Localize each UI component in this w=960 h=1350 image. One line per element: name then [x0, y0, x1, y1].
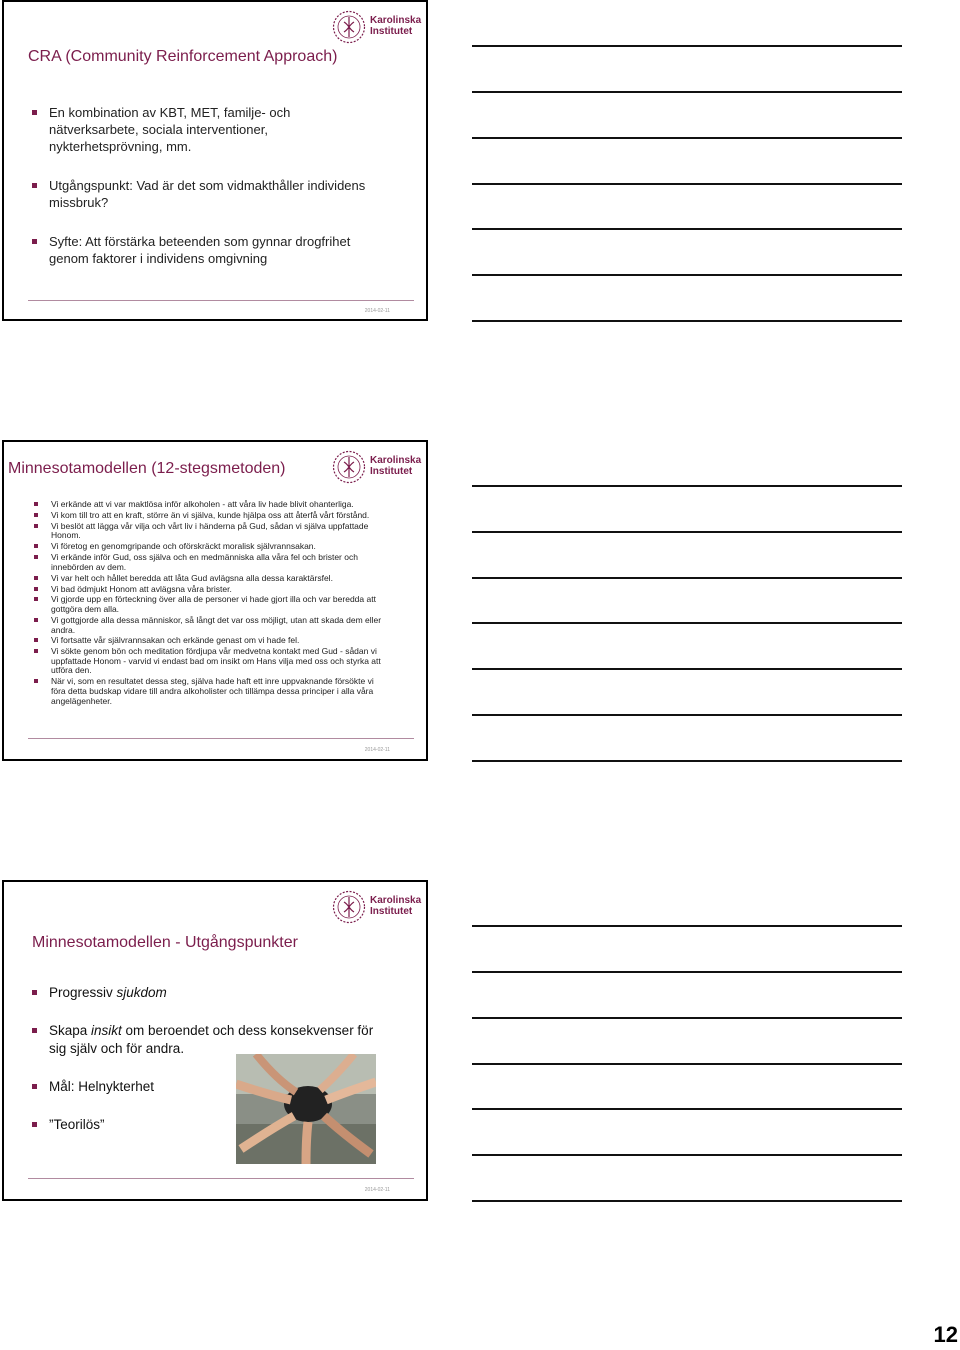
list-item: Vi var helt och hållet beredda att låta Gud avlägsna alla dessa karaktärsfel. — [30, 574, 390, 584]
karolinska-logo — [332, 10, 422, 44]
item-text: Mål: Helnykterhet — [49, 1079, 155, 1094]
slide-title: Minnesotamodellen - Utgångspunkter — [32, 934, 298, 951]
slide-cra — [2, 0, 428, 321]
list-item: Vi företog en genomgripande och oförskräckt moralisk självrannsakan. — [30, 542, 390, 552]
logo-text — [370, 455, 421, 477]
page-number: 12 — [933, 1322, 958, 1347]
footer-divider — [28, 300, 414, 301]
logo-line1: Karolinska — [370, 455, 422, 466]
bullet-list — [30, 500, 390, 707]
karolinska-seal-icon — [332, 450, 366, 484]
note-line — [472, 760, 902, 762]
item-text: Skapa — [49, 1023, 92, 1038]
list-item: Vi erkände inför Gud, oss själva och en medmänniska alla våra fel och brister och innebörden av dem. — [30, 553, 390, 572]
list-item: När vi, som en resultatet dessa steg, själva hade haft ett inre uppvaknande försökte vi föra detta budskap vidare till andra alkoholister och tillämpa dessa principer i alla våra angelägenheter. — [30, 677, 390, 706]
note-line — [472, 1108, 902, 1110]
footer-divider — [28, 1178, 414, 1179]
list-item: Syfte: Att förstärka beteenden som gynnar drogfrihet genom faktorer i individens omgivning — [28, 233, 378, 267]
list-item: Vi kom till tro att en kraft, större än vi själva, kunde hjälpa oss att återfå vårt förstånd. — [30, 511, 390, 521]
note-line — [472, 320, 902, 322]
item-emphasis: insikt — [91, 1023, 122, 1038]
note-line — [472, 971, 902, 973]
list-item: Vi gottgjorde alla dessa människor, så långt det var oss möjligt, utan att skada dem eller andra. — [30, 616, 390, 635]
logo-line1: Karolinska — [370, 15, 422, 26]
logo-line1: Karolinska — [370, 895, 422, 906]
karolinska-seal-icon — [332, 890, 366, 924]
list-item — [28, 984, 388, 1002]
note-line — [472, 1017, 902, 1019]
note-line — [472, 91, 902, 93]
karolinska-seal-icon — [332, 10, 366, 44]
note-line — [472, 1154, 902, 1156]
note-line — [472, 531, 902, 533]
slide-date: 2014-02-11 — [364, 747, 390, 753]
note-line — [472, 714, 902, 716]
note-line — [472, 45, 902, 47]
slide-date: 2014-02-11 — [364, 1187, 390, 1193]
note-line — [472, 925, 902, 927]
note-line — [472, 622, 902, 624]
note-line — [472, 1200, 902, 1202]
item-emphasis: sjukdom — [116, 985, 167, 1000]
list-item: Vi bad ödmjukt Honom att avlägsna våra brister. — [30, 585, 390, 595]
logo-line2: Institutet — [370, 906, 413, 917]
bullet-list — [28, 104, 378, 289]
list-item: Vi beslöt att lägga vår vilja och vårt liv i händerna på Gud, sådan vi själva uppfattade Honom. — [30, 522, 390, 541]
logo-text — [370, 15, 421, 37]
list-item: Vi erkände att vi var maktlösa inför alkoholen - att våra liv hade blivit ohanterliga. — [30, 500, 390, 510]
logo-text — [370, 895, 421, 917]
karolinska-logo — [332, 450, 422, 484]
note-line — [472, 1063, 902, 1065]
note-line — [472, 668, 902, 670]
list-item: Vi gjorde upp en förteckning över alla de personer vi hade gjort illa och var beredda att gottgöra dem alla. — [30, 595, 390, 614]
slide-title: Minnesotamodellen (12-stegsmetoden) — [8, 460, 286, 477]
logo-line2: Institutet — [370, 466, 413, 477]
hands-photo — [236, 1054, 376, 1164]
note-line — [472, 485, 902, 487]
item-text: Progressiv — [49, 985, 117, 1000]
item-text: om beroendet och dess konsekvenser för sig själv och för andra. — [49, 1023, 374, 1056]
karolinska-logo — [332, 890, 422, 924]
list-item: Vi fortsatte vår självrannsakan och erkände genast om vi hade fel. — [30, 636, 390, 646]
note-line — [472, 274, 902, 276]
list-item: En kombination av KBT, MET, familje- och nätverksarbete, sociala interventioner, nykterhetsprövning, mm. — [28, 104, 378, 155]
item-text: ”Teorilös” — [49, 1117, 105, 1132]
note-line — [472, 577, 902, 579]
slide-minnesota-starting-points — [2, 880, 428, 1201]
note-line — [472, 183, 902, 185]
slide-title: CRA (Community Reinforcement Approach) — [28, 48, 338, 65]
logo-line2: Institutet — [370, 26, 413, 37]
footer-divider — [28, 738, 414, 739]
list-item: Vi sökte genom bön och meditation fördjupa vår medvetna kontakt med Gud - sådan vi uppfattade Honom - varvid vi endast bad om insikt om Hans vilja med oss och styrka att utföra den. — [30, 647, 390, 676]
list-item — [28, 1022, 388, 1058]
slide-minnesota-steps — [2, 440, 428, 761]
note-line — [472, 137, 902, 139]
slide-date: 2014-02-11 — [364, 308, 390, 314]
note-line — [472, 228, 902, 230]
list-item: Utgångspunkt: Vad är det som vidmakthåller individens missbruk? — [28, 177, 378, 211]
